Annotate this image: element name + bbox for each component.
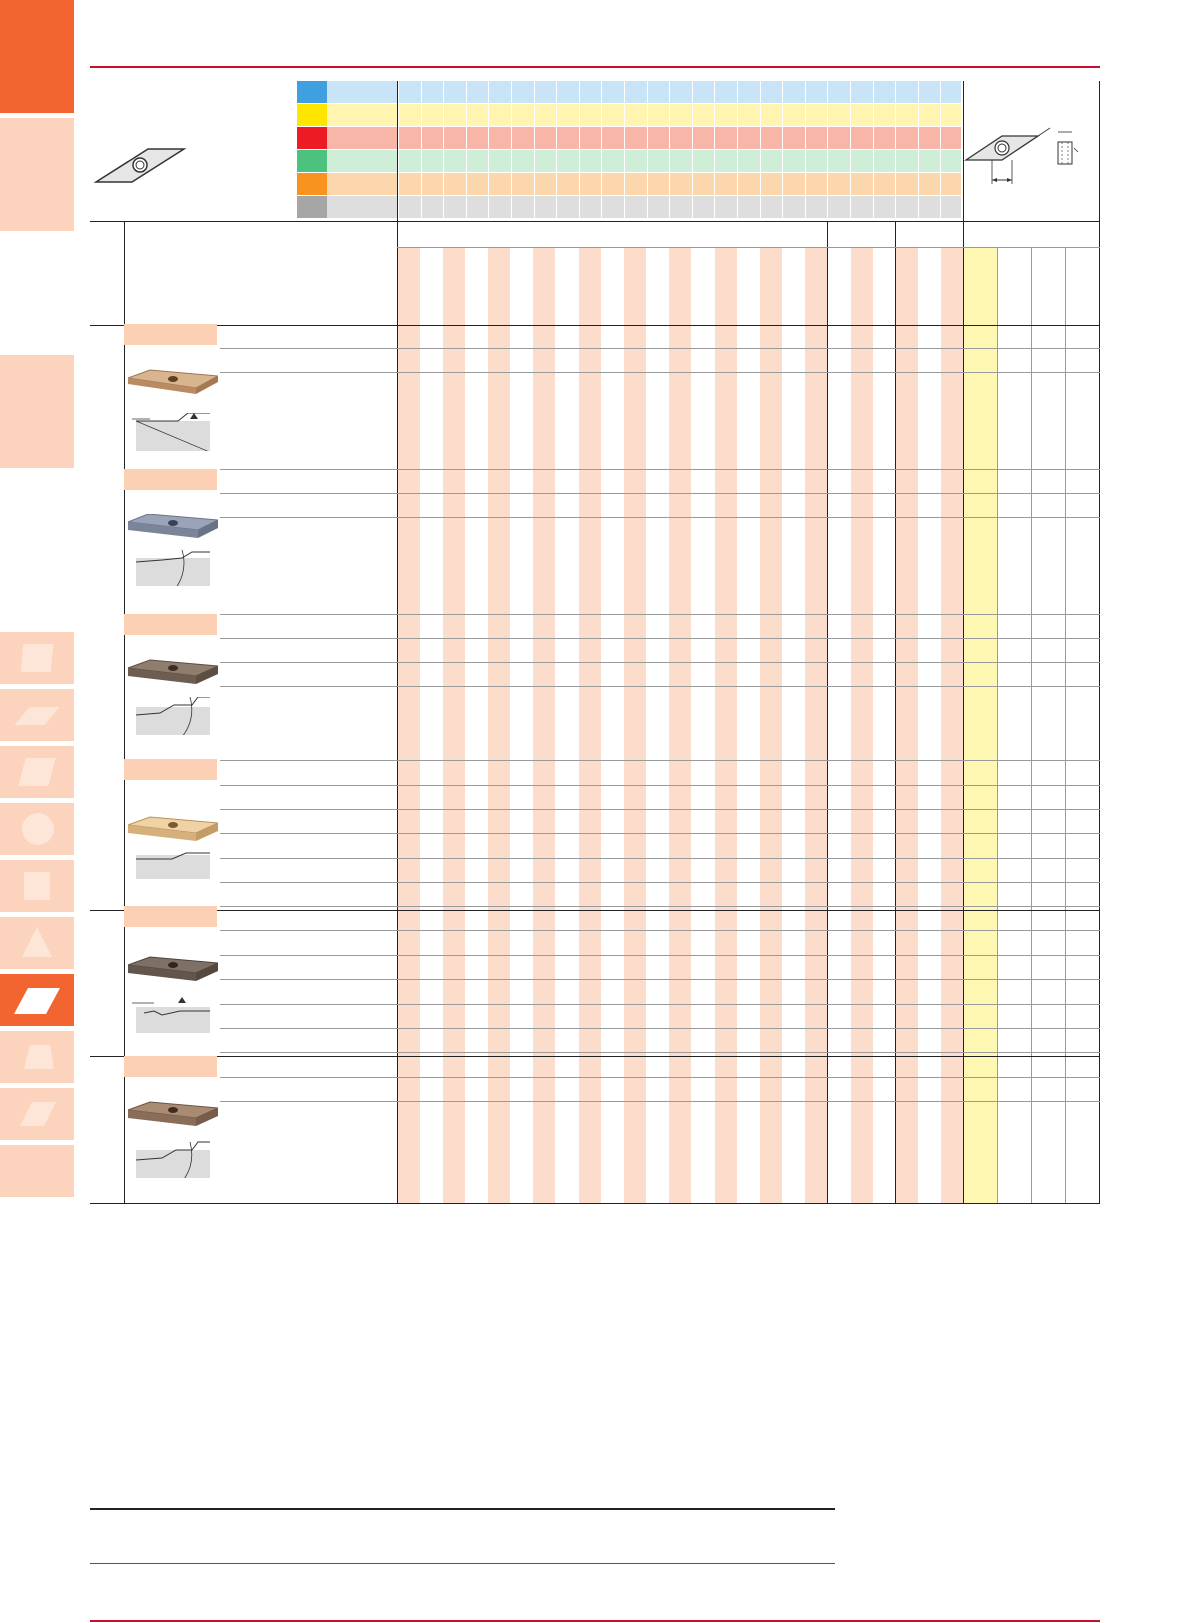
grade-column-stripe [805, 248, 827, 1203]
table-column-border [997, 248, 998, 1203]
table-row-border [220, 1052, 1100, 1053]
grade-column-stripe [398, 248, 420, 1203]
cutting-profile-diagram [132, 548, 210, 586]
iso-column-divider [624, 81, 625, 218]
table-row-border [220, 882, 1100, 883]
cutting-profile-diagram [132, 413, 210, 451]
grade-column-stripe [760, 248, 782, 1203]
table-row-border [220, 493, 1100, 494]
table-row-border [220, 760, 1100, 761]
grade-column-stripe [896, 248, 918, 1203]
cutting-profile-diagram [132, 1140, 210, 1178]
iso-column-divider [940, 81, 941, 218]
table-row-border [220, 638, 1100, 639]
table-row-border [220, 785, 1100, 786]
iso-column-divider [488, 81, 489, 218]
table-header-border [90, 221, 1100, 222]
table-row-border [220, 517, 1100, 518]
iso-column-divider [579, 81, 580, 218]
iso-column-divider [692, 81, 693, 218]
insert-photo-bronze-icon [126, 1100, 218, 1126]
iso-column-divider [466, 81, 467, 218]
iso-column-divider [421, 81, 422, 218]
cutting-profile-diagram [132, 697, 210, 735]
iso-column-divider [556, 81, 557, 218]
grade-column-stripe [941, 248, 963, 1203]
table-header-border [397, 247, 1100, 248]
insert-photo-brown-icon [126, 658, 218, 684]
iso-column-divider [805, 81, 806, 218]
table-group-border [90, 1056, 1100, 1057]
table-row-border [220, 662, 1100, 663]
table-row-border [220, 614, 1100, 615]
chipbreaker-label-block [124, 906, 217, 927]
iso-column-divider [895, 81, 896, 218]
grade-column-stripe [533, 248, 555, 1203]
table-row-border [220, 372, 1100, 373]
iso-column-divider [443, 81, 444, 218]
iso-column-divider [669, 81, 670, 218]
table-column-border [1031, 248, 1032, 1203]
table-row-border [220, 1004, 1100, 1005]
table-row-border [220, 1101, 1100, 1102]
insert-photo-gold-icon [126, 815, 218, 841]
iso-column-divider [782, 81, 783, 218]
iso-column-divider [827, 81, 828, 218]
grade-column-stripe [851, 248, 873, 1203]
table-row-border [220, 858, 1100, 859]
grade-column-stripe [443, 248, 465, 1203]
table-column-border [963, 81, 964, 1203]
table-row-border [220, 1028, 1100, 1029]
insert-photo-dark-icon [126, 955, 218, 981]
table-row-border [220, 955, 1100, 956]
table-row-border [220, 348, 1100, 349]
iso-column-divider [601, 81, 602, 218]
iso-column-divider [534, 81, 535, 218]
table-bottom-border [90, 1203, 1100, 1204]
iso-column-divider [873, 81, 874, 218]
grade-column-stripe [715, 248, 737, 1203]
insert-photo-blue-icon [126, 514, 218, 540]
insert-photo-beige-icon [126, 368, 218, 394]
iso-column-divider [850, 81, 851, 218]
iso-column-divider [647, 81, 648, 218]
recommended-column-highlight [964, 248, 998, 1203]
table-row-border [220, 930, 1100, 931]
grade-column-stripe [579, 248, 601, 1203]
chipbreaker-label-block [124, 759, 217, 780]
table-row-border [220, 809, 1100, 810]
table-column-border [397, 81, 398, 221]
cutting-profile-diagram [132, 847, 210, 885]
iso-column-divider [398, 81, 399, 218]
chipbreaker-label-block [124, 469, 217, 490]
chipbreaker-label-block [124, 324, 217, 345]
table-column-border [1099, 81, 1100, 1203]
table-row-border [220, 906, 1100, 907]
iso-column-divider [918, 81, 919, 218]
table-row-border [220, 1077, 1100, 1078]
chipbreaker-label-block [124, 1056, 217, 1077]
grade-column-stripe [669, 248, 691, 1203]
footnote-rule-top [90, 1508, 835, 1510]
table-column-border [1065, 248, 1066, 1203]
iso-column-divider [511, 81, 512, 218]
iso-column-divider [737, 81, 738, 218]
iso-column-divider [760, 81, 761, 218]
table-row-border [220, 833, 1100, 834]
iso-column-divider [714, 81, 715, 218]
grade-column-stripe [488, 248, 510, 1203]
table-group-border [90, 910, 1100, 911]
table-row-border [220, 979, 1100, 980]
chipbreaker-label-block [124, 614, 217, 635]
table-row-border [220, 469, 1100, 470]
cutting-profile-diagram [132, 997, 210, 1035]
table-header-border [90, 325, 1100, 326]
grade-column-stripe [624, 248, 646, 1203]
footnote-rule-bottom [90, 1563, 835, 1564]
table-row-border [220, 686, 1100, 687]
